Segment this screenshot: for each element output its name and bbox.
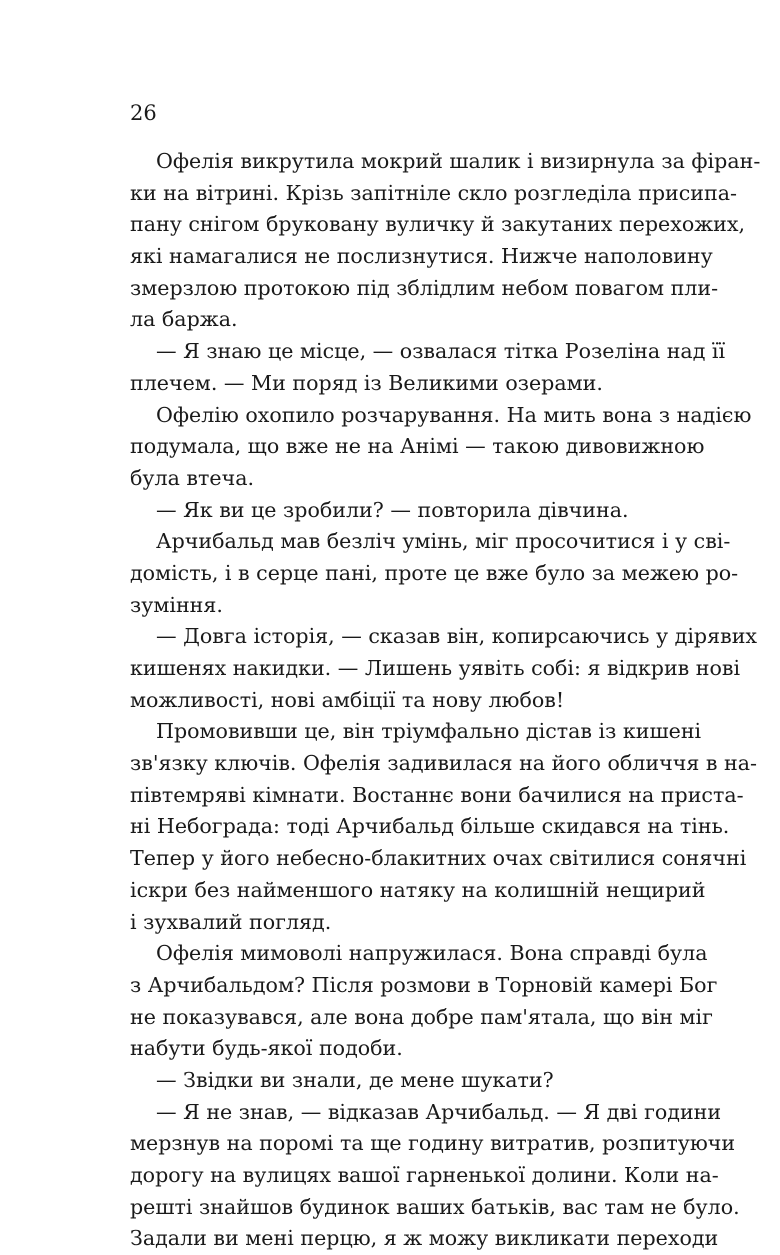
text-line: подумала, що вже не на Анімі — такою дивовижною: [130, 434, 705, 459]
text-line: Офелія викрутила мокрий шалик і визирнула за фіран-: [156, 149, 761, 173]
text-line: дорогу на вулицях вашої гарненької долини. Коли на-: [130, 1163, 719, 1187]
text-line: — Довга історія, — сказав він, копирсаючись у дірявих: [156, 624, 758, 649]
text-line: півтемряві кімнати. Востаннє вони бачилися на приста-: [130, 782, 744, 807]
text-line: була втеча.: [130, 465, 255, 490]
text-line: кишенях накидки. — Лишень уявіть собі: я відкрив нові: [130, 656, 741, 680]
body-text: [130, 146, 761, 1255]
text-line: ла баржа.: [130, 307, 238, 332]
text-line: можливості, нові амбіції та нову любов!: [130, 687, 565, 712]
text-line: які намагалися не послизнутися. Нижче наполовину: [130, 244, 713, 269]
text-line: набути будь-якої подоби.: [130, 1036, 403, 1061]
text-line: Промовивши це, він тріумфально дістав із кишені: [156, 719, 702, 744]
text-line: решті знайшов будинок ваших батьків, вас там не було.: [130, 1194, 740, 1219]
text-line: іскри без найменшого натяку на колишній нещирий: [130, 877, 706, 902]
text-line: з Арчибальдом? Після розмови в Торновій камері Бог: [130, 972, 718, 997]
text-line: Арчибальд мав безліч умінь, міг просочитися і у сві-: [156, 529, 731, 554]
text-line: Тепер у його небесно-блакитних очах світилися сонячні: [130, 846, 747, 871]
text-line: зв'язку ключів. Офелія задивилася на його обличчя в на-: [130, 751, 757, 776]
text-line: і зухвалий погляд.: [130, 909, 332, 934]
text-line: змерзлою протокою під зблідлим небом повагом пли-: [130, 275, 719, 300]
page-number: 26: [130, 101, 157, 125]
text-line: не показувався, але вона добре пам'ятала, що він міг: [130, 1004, 713, 1029]
text-line: Задали ви мені перцю, я ж можу викликати переходи: [130, 1226, 719, 1251]
text-line: домість, і в серце пані, проте це вже було за межею ро-: [130, 560, 739, 585]
text-line: пану снігом бруковану вуличку й закутаних перехожих,: [130, 212, 746, 237]
text-line: — Я не знав, — відказав Арчибальд. — Я дві години: [156, 1099, 722, 1124]
text-line: Офелія мимоволі напружилася. Вона справді була: [156, 941, 708, 966]
text-line: ки на вітрині. Крізь запітніле скло розгледіла присипа-: [130, 180, 737, 205]
text-line: — Звідки ви знали, де мене шукати?: [156, 1067, 554, 1092]
text-line: — Я знаю це місце, — озвалася тітка Розеліна над її: [156, 339, 726, 364]
text-line: — Як ви це зробили? — повторила дівчина.: [156, 497, 629, 522]
text-line: ні Небограда: тоді Арчибальд більше скидався на тінь.: [130, 814, 730, 839]
text-line: мерзнув на поромі та ще годину витратив, розпитуючи: [130, 1131, 736, 1156]
text-line: плечем. — Ми поряд із Великими озерами.: [130, 370, 603, 395]
text-line: зуміння.: [130, 592, 223, 617]
text-line: Офелію охопило розчарування. На мить вона з надією: [156, 402, 752, 427]
